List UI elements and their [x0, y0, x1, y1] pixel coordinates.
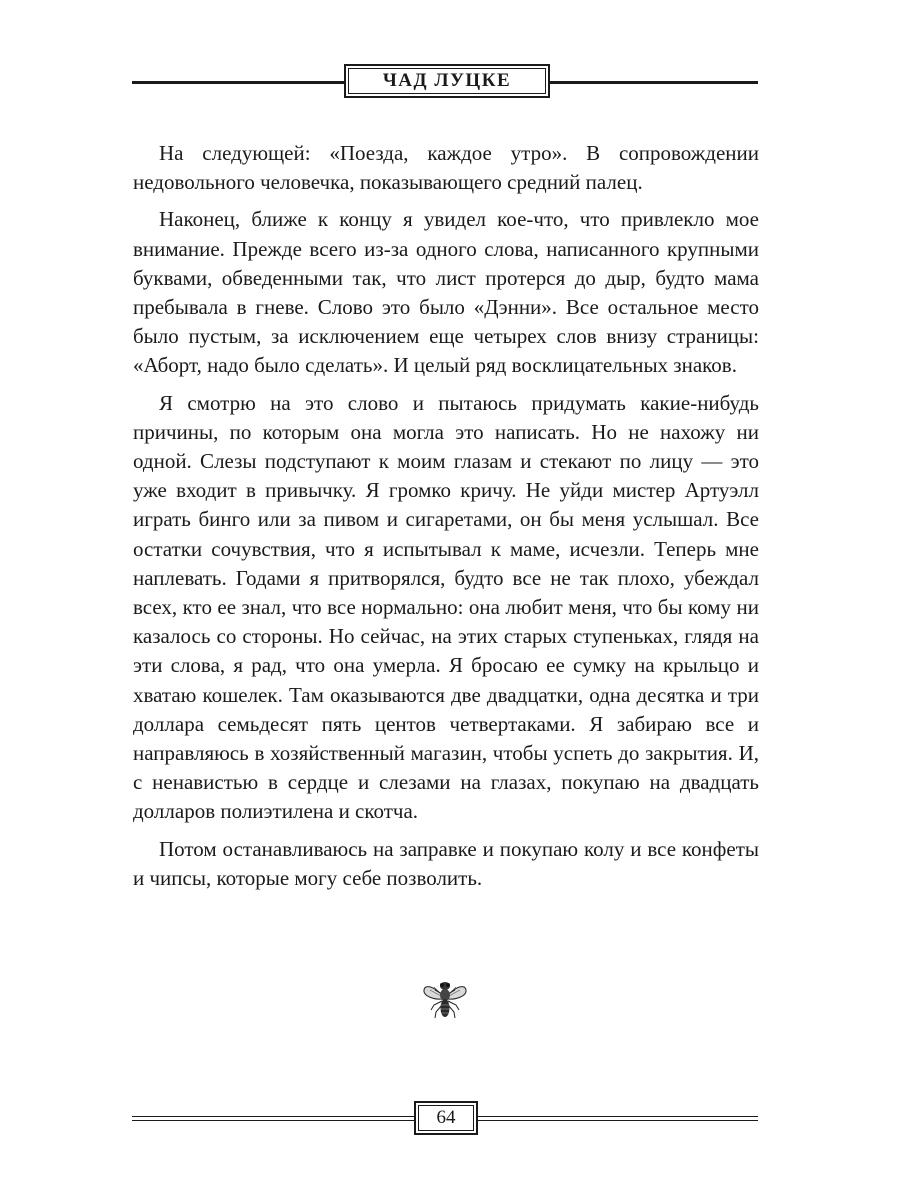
header-title-frame [344, 64, 550, 98]
paragraph: Наконец, ближе к концу я увидел кое-что, что привлекло мое внимание. Прежде всего из-за одного слова, написанного крупными буквами, обведенными так, что лист протерся до дыр, будто мама пребывала в гневе. Слово это было «Дэнни». Все остальное место было пустым, за исключением еще четырех слов внизу страницы: «Аборт, надо было сделать». И целый ряд восклицательных знаков. [133, 207, 759, 378]
footer-rule-right [478, 1116, 758, 1117]
header-rule-right [550, 81, 758, 84]
footer-rule-left [132, 1116, 414, 1117]
page-number: 64 [418, 1105, 474, 1131]
running-header [132, 64, 758, 102]
page-footer [132, 1101, 758, 1137]
page-number-frame [414, 1101, 478, 1135]
paragraph: Потом останавливаюсь на заправке и покупаю колу и все конфеты и чипсы, которые могу себе позволить. [133, 836, 759, 890]
paragraph: Я смотрю на это слово и пытаюсь придумать какие-нибудь причины, по которым она могла это написать. Но не нахожу ни одной. Слезы подступают к моим глазам и стекают по лицу — это уже входит в привычку. Я громко кричу. Не уйди мистер Артуэлл играть бинго или за пивом и сигаретами, он бы меня услышал. Все остатки сочувствия, что я испытывал к маме, исчезли. Теперь мне наплевать. Годами я притворялся, будто все не так плохо, убеждал всех, кто ее знал, что все нормально: она любит меня, что бы кому ни казалось со стороны. Но сейчас, на этих старых ступеньках, глядя на эти слова, я рад, что она умерла. Я бросаю ее сумку на крыльцо и хватаю кошелек. Там оказываются две двадцатки, одна десятка и три доллара семьдесят пять центов четвертаками. Я забираю все и направляюсь в хозяйственный магазин, чтобы успеть до закрытия. И, с ненавистью в сердце и слезами на глазах, покупаю на двадцать долларов полиэтилена и скотча. [133, 390, 759, 824]
header-rule-left [132, 81, 344, 84]
footer-rule-right [478, 1120, 758, 1121]
fly-icon [422, 976, 468, 1024]
running-title: ЧАД ЛУЦКЕ [348, 68, 546, 94]
paragraph: На следующей: «Поезда, каждое утро». В сопровождении недовольного человечка, показывающего средний палец. [133, 141, 759, 195]
footer-rule-left [132, 1120, 414, 1121]
page-body [133, 139, 759, 893]
